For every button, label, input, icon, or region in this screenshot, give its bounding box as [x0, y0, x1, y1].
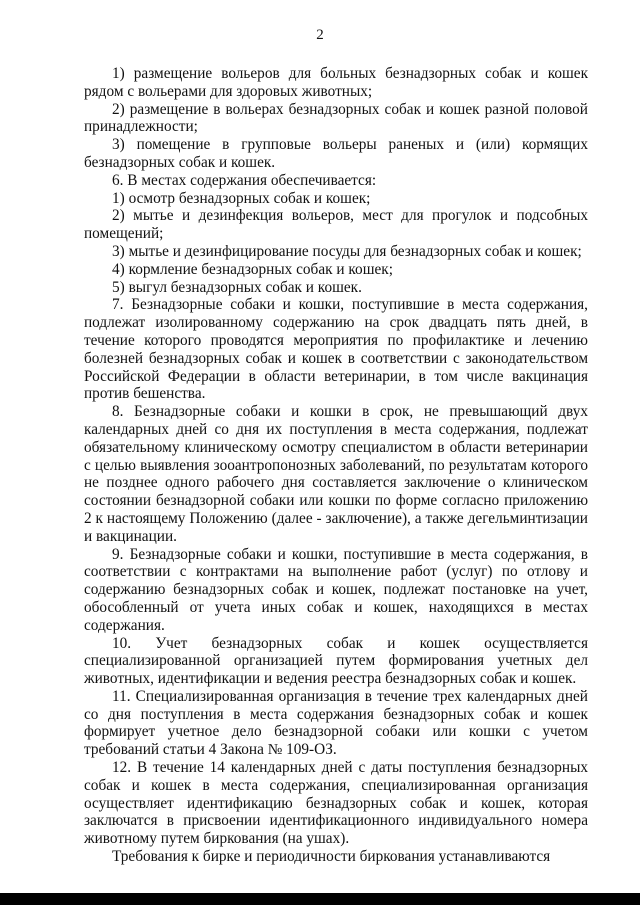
paragraph: 4) кормление безнадзорных собак и кошек; [112, 260, 393, 278]
page-number: 2 [316, 27, 324, 43]
paragraph: Требования к бирке и периодичности биркования устанавливаются [112, 848, 551, 866]
paragraph: 9. Безнадзорные собаки и кошки, поступившие в места содержания, в соответствии с контрактами на выполнение работ (услуг) по отлову и содержанию безнадзорных собак и кошек, подлежат постановке на учет, обособленный от учета иных собак и кошек, находящихся в местах содержания. [84, 545, 588, 634]
paragraph: 8. Безнадзорные собаки и кошки в срок, не превышающий двух календарных дней со дня их поступления в места содержания, подлежат обязательному клиническому осмотру специалистом в области ветеринарии с целью выявления зооантропонозных заболеваний, по результатам которого не позднее одного рабочего дня составляется заключение о клиническом состоянии безнадзорной собаки или кошки по форме согласно приложению 2 к настоящему Положению (далее - заключение), а также дегельминтизации и вакцинации. [84, 403, 588, 545]
paragraph: 3) мытье и дезинфицирование посуды для безнадзорных собак и кошек; [112, 242, 582, 260]
paragraph: 6. В местах содержания обеспечивается: [112, 171, 377, 189]
paragraph: 2) мытье и дезинфекция вольеров, мест для прогулок и подсобных помещений; [84, 207, 588, 243]
paragraph: 1) размещение вольеров для больных безнадзорных собак и кошек рядом с вольерами для здоровых животных; [84, 65, 588, 100]
paragraph: 12. В течение 14 календарных дней с даты поступления безнадзорных собак и кошек в места содержания, специализированная организация осуществляет идентификацию безнадзорных собак и кошек, которая заключатся в присвоении идентификационного индивидуального номера животному путем биркования (на ушах). [84, 759, 588, 848]
document-body [84, 65, 588, 866]
paragraph: 3) помещение в групповые вольеры раненых и (или) кормящих безнадзорных собак и кошек. [84, 136, 588, 171]
paragraph: 7. Безнадзорные собаки и кошки, поступившие в места содержания, подлежат изолированному содержанию на срок двадцать пять дней, в течение которого проводятся мероприятия по профилактике и лечению болезней безнадзорных собак и кошек в соответствии с законодательством Российской Федерации в области ветеринарии, в том числе вакцинация против бешенства. [84, 296, 588, 403]
scan-edge-bar [0, 893, 640, 905]
paragraph: 10. Учет безнадзорных собак и кошек осуществляется специализированной организацией путем формирования учетных дел животных, идентификации и ведения реестра безнадзорных собак и кошек. [84, 634, 588, 688]
paragraph: 11. Специализированная организация в течение трех календарных дней со дня поступления в места содержания безнадзорных собак и кошек формирует учетное дело безнадзорной собаки или кошки с учетом требований статьи 4 Закона № 109-ОЗ. [84, 687, 588, 759]
paragraph: 2) размещение в вольерах безнадзорных собак и кошек разной половой принадлежности; [84, 100, 588, 136]
paragraph: 5) выгул безнадзорных собак и кошек. [112, 278, 362, 296]
paragraph: 1) осмотр безнадзорных собак и кошек; [112, 189, 371, 207]
